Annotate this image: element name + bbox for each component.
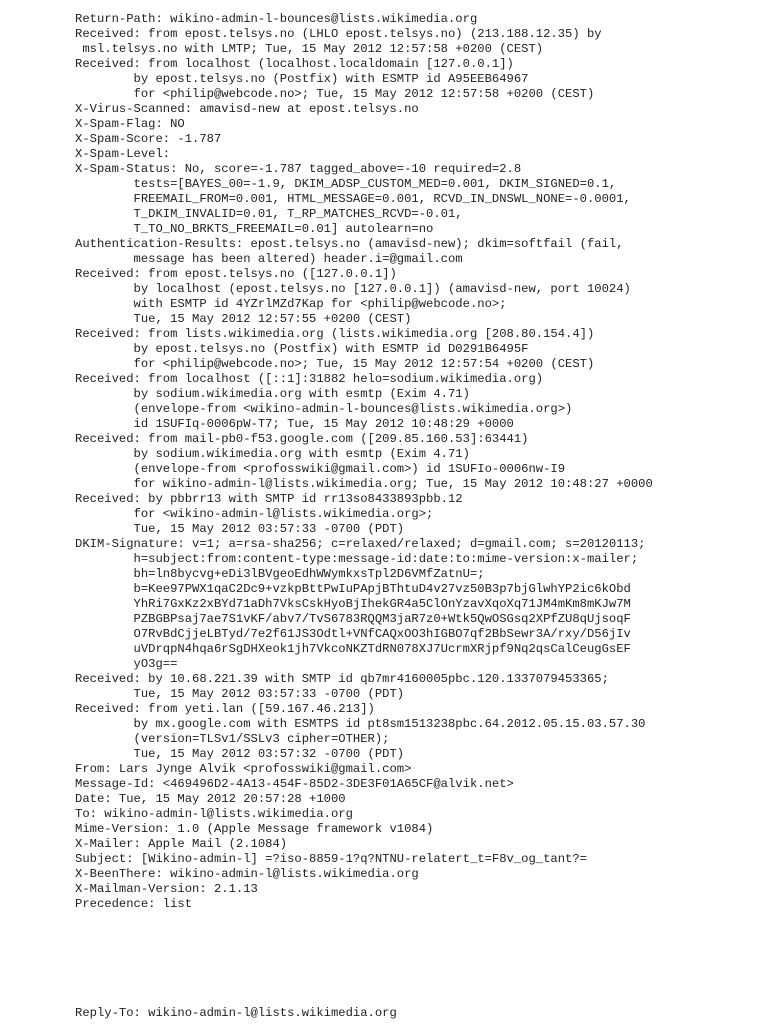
header-line: YhRi7GxKz2xBYd71aDh7VksCskHyoBjIhekGR4a5ClOnYzavXqoXq71JM4mKm8mKJw7M bbox=[75, 597, 631, 611]
header-line: msl.telsys.no with LMTP; Tue, 15 May 2012 12:57:58 +0200 (CEST) bbox=[75, 42, 544, 56]
email-header-block bbox=[75, 12, 755, 912]
header-line: PZBGBPsaj7ae7S1vKF/abv7/TvS6783RQQM3jaR7z0+Wtk5QwOSGsq2XPfZU8qUjsoqF bbox=[75, 612, 631, 626]
header-line: Received: by pbbrr13 with SMTP id rr13so8433893pbb.12 bbox=[75, 492, 463, 506]
header-line: Received: by 10.68.221.39 with SMTP id qb7mr4160005pbc.120.1337079453365; bbox=[75, 672, 609, 686]
header-line: with ESMTP id 4YZrlMZd7Kap for <philip@webcode.no>; bbox=[75, 297, 507, 311]
header-line: FREEMAIL_FROM=0.001, HTML_MESSAGE=0.001, RCVD_IN_DNSWL_NONE=-0.0001, bbox=[75, 192, 631, 206]
header-line: Tue, 15 May 2012 03:57:33 -0700 (PDT) bbox=[75, 522, 405, 536]
header-line: Message-Id: <469496D2-4A13-454F-85D2-3DE3F01A65CF@alvik.net> bbox=[75, 777, 514, 791]
header-line: Subject: [Wikino-admin-l] =?iso-8859-1?q?NTNU-relatert_t=F8v_og_tant?= bbox=[75, 852, 587, 866]
header-line: X-Spam-Level: bbox=[75, 147, 171, 161]
header-line: X-Spam-Status: No, score=-1.787 tagged_above=-10 required=2.8 bbox=[75, 162, 522, 176]
header-line: message has been altered) header.i=@gmail.com bbox=[75, 252, 463, 266]
header-line: bh=ln8bycvg+eDi3lBVgeoEdhWWymkxsTpl2D6VMfZatnU=; bbox=[75, 567, 485, 581]
header-line: Date: Tue, 15 May 2012 20:57:28 +1000 bbox=[75, 792, 346, 806]
header-line: T_DKIM_INVALID=0.01, T_RP_MATCHES_RCVD=-0.01, bbox=[75, 207, 463, 221]
header-line: Authentication-Results: epost.telsys.no (amavisd-new); dkim=softfail (fail, bbox=[75, 237, 624, 251]
header-line: X-BeenThere: wikino-admin-l@lists.wikimedia.org bbox=[75, 867, 419, 881]
header-line: Tue, 15 May 2012 12:57:55 +0200 (CEST) bbox=[75, 312, 412, 326]
header-line: by epost.telsys.no (Postfix) with ESMTP id A95EEB64967 bbox=[75, 72, 529, 86]
header-line: X-Spam-Score: -1.787 bbox=[75, 132, 222, 146]
header-line: X-Mailer: Apple Mail (2.1084) bbox=[75, 837, 288, 851]
header-line: by sodium.wikimedia.org with esmtp (Exim 4.71) bbox=[75, 447, 470, 461]
header-line: Tue, 15 May 2012 03:57:33 -0700 (PDT) bbox=[75, 687, 405, 701]
header-line: DKIM-Signature: v=1; a=rsa-sha256; c=relaxed/relaxed; d=gmail.com; s=20120113; bbox=[75, 537, 646, 551]
header-line: Mime-Version: 1.0 (Apple Message framework v1084) bbox=[75, 822, 434, 836]
header-line: tests=[BAYES_00=-1.9, DKIM_ADSP_CUSTOM_MED=0.001, DKIM_SIGNED=0.1, bbox=[75, 177, 617, 191]
header-line: h=subject:from:content-type:message-id:date:to:mime-version:x-mailer; bbox=[75, 552, 639, 566]
header-line: for wikino-admin-l@lists.wikimedia.org; Tue, 15 May 2012 10:48:27 +0000 bbox=[75, 477, 653, 491]
header-line: Received: from mail-pb0-f53.google.com ([209.85.160.53]:63441) bbox=[75, 432, 529, 446]
header-line: yO3g== bbox=[75, 657, 178, 671]
header-line: (envelope-from <profosswiki@gmail.com>) id 1SUFIo-0006nw-I9 bbox=[75, 462, 566, 476]
header-line: X-Mailman-Version: 2.1.13 bbox=[75, 882, 258, 896]
header-line: (envelope-from <wikino-admin-l-bounces@lists.wikimedia.org>) bbox=[75, 402, 573, 416]
header-line: From: Lars Jynge Alvik <profosswiki@gmail.com> bbox=[75, 762, 412, 776]
header-line: X-Spam-Flag: NO bbox=[75, 117, 185, 131]
header-line: id 1SUFIq-0006pW-T7; Tue, 15 May 2012 10:48:29 +0000 bbox=[75, 417, 514, 431]
header-line: by epost.telsys.no (Postfix) with ESMTP id D0291B6495F bbox=[75, 342, 529, 356]
header-line: Received: from localhost (localhost.localdomain [127.0.0.1]) bbox=[75, 57, 514, 71]
header-line: To: wikino-admin-l@lists.wikimedia.org bbox=[75, 807, 353, 821]
header-line: by localhost (epost.telsys.no [127.0.0.1]) (amavisd-new, port 10024) bbox=[75, 282, 631, 296]
header-line: b=Kee97PWX1qaC2Dc9+vzkpBttPwIuPApjBThtuD4v27vz50B3p7bjGlwhYP2ic6kObd bbox=[75, 582, 631, 596]
header-line: for <philip@webcode.no>; Tue, 15 May 2012 12:57:54 +0200 (CEST) bbox=[75, 357, 595, 371]
header-line: by mx.google.com with ESMTPS id pt8sm1513238pbc.64.2012.05.15.03.57.30 bbox=[75, 717, 646, 731]
header-line: O7RvBdCjjeLBTyd/7e2f61JS3Odtl+VNfCAQxOO3hIGBO7qf2BbSewr3A/rxy/D56jIv bbox=[75, 627, 631, 641]
header-line: Received: from localhost ([::1]:31882 helo=sodium.wikimedia.org) bbox=[75, 372, 544, 386]
header-line: Received: from lists.wikimedia.org (lists.wikimedia.org [208.80.154.4]) bbox=[75, 327, 595, 341]
header-line: Received: from epost.telsys.no ([127.0.0.1]) bbox=[75, 267, 397, 281]
header-line: for <philip@webcode.no>; Tue, 15 May 2012 12:57:58 +0200 (CEST) bbox=[75, 87, 595, 101]
reply-to-line: Reply-To: wikino-admin-l@lists.wikimedia.org bbox=[75, 1006, 397, 1020]
header-line: by sodium.wikimedia.org with esmtp (Exim 4.71) bbox=[75, 387, 470, 401]
header-line: Received: from yeti.lan ([59.167.46.213]) bbox=[75, 702, 375, 716]
header-line: Precedence: list bbox=[75, 897, 193, 911]
header-line: Tue, 15 May 2012 03:57:32 -0700 (PDT) bbox=[75, 747, 405, 761]
header-line: uVDrqpN4hqa6rSgDHXeok1jh7VkcoNKZTdRN078XJ7UcrmXRjpf9Nq2qsCalCeugGsEF bbox=[75, 642, 631, 656]
header-line: Received: from epost.telsys.no (LHLO epost.telsys.no) (213.188.12.35) by bbox=[75, 27, 602, 41]
header-line: (version=TLSv1/SSLv3 cipher=OTHER); bbox=[75, 732, 390, 746]
header-line: X-Virus-Scanned: amavisd-new at epost.telsys.no bbox=[75, 102, 419, 116]
header-line: Return-Path: wikino-admin-l-bounces@lists.wikimedia.org bbox=[75, 12, 478, 26]
header-line: T_TO_NO_BRKTS_FREEMAIL=0.01] autolearn=no bbox=[75, 222, 434, 236]
header-line: for <wikino-admin-l@lists.wikimedia.org>; bbox=[75, 507, 434, 521]
